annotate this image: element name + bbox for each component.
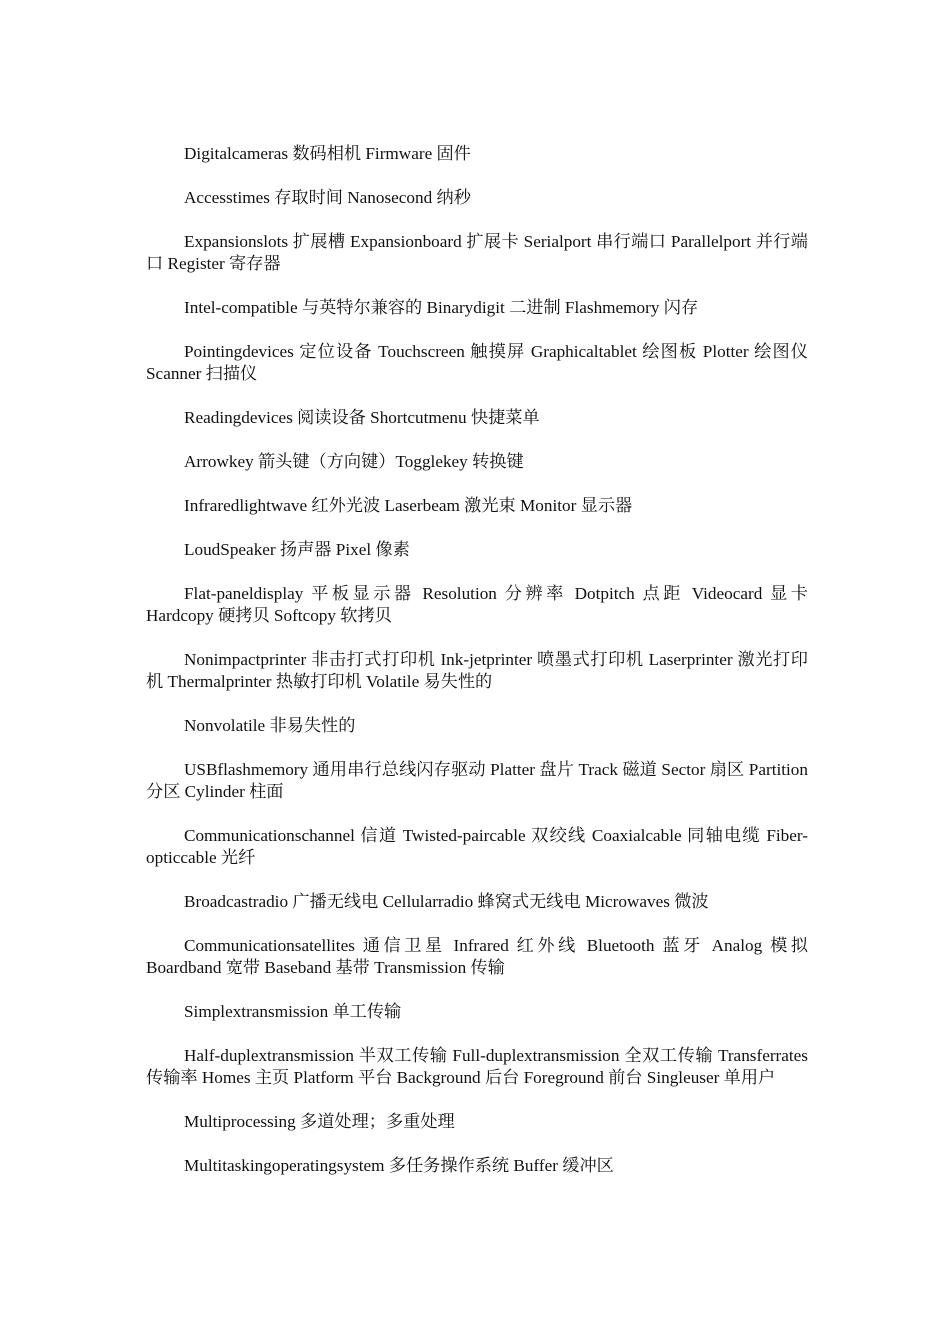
paragraph: Digitalcameras 数码相机 Firmware 固件 — [184, 144, 471, 163]
paragraph: Multitaskingoperatingsystem 多任务操作系统 Buffer 缓冲区 — [184, 1156, 614, 1175]
paragraph: Pointingdevices 定位设备 Touchscreen 触摸屏 Graphicaltablet 绘图板 Plotter 绘图仪 Scanner 扫描仪 — [146, 342, 808, 383]
paragraph: Intel-compatible 与英特尔兼容的 Binarydigit 二进制 Flashmemory 闪存 — [184, 298, 699, 317]
paragraph: Arrowkey 箭头键（方向键）Togglekey 转换键 — [184, 452, 524, 471]
paragraph: Communicationschannel 信道 Twisted-paircable 双绞线 Coaxialcable 同轴电缆 Fiber-opticcable 光纤 — [146, 826, 808, 867]
paragraph: Expansionslots 扩展槽 Expansionboard 扩展卡 Serialport 串行端口 Parallelport 并行端口 Register 寄存器 — [146, 232, 808, 273]
paragraph: USBflashmemory 通用串行总线闪存驱动 Platter 盘片 Track 磁道 Sector 扇区 Partition 分区 Cylinder 柱面 — [146, 760, 808, 801]
paragraph: Simplextransmission 单工传输 — [184, 1002, 402, 1021]
paragraph: LoudSpeaker 扬声器 Pixel 像素 — [184, 540, 410, 559]
paragraph: Infraredlightwave 红外光波 Laserbeam 激光束 Monitor 显示器 — [184, 496, 633, 515]
paragraph: Readingdevices 阅读设备 Shortcutmenu 快捷菜单 — [184, 408, 540, 427]
document-page — [146, 143, 808, 1199]
paragraph: Communicationsatellites 通信卫星 Infrared 红外线 Bluetooth 蓝牙 Analog 模拟 Boardband 宽带 Baseband 基带 Transmission 传输 — [146, 936, 808, 977]
paragraph: Flat-paneldisplay 平板显示器 Resolution 分辨率 Dotpitch 点距 Videocard 显卡 Hardcopy 硬拷贝 Softcopy 软拷贝 — [146, 584, 808, 625]
paragraph: Half-duplextransmission 半双工传输 Full-duplextransmission 全双工传输 Transferrates 传输率 Homes 主页 Platform 平台 Background 后台 Foreground 前台 Singleuser 单用户 — [146, 1046, 808, 1087]
paragraph: Nonimpactprinter 非击打式打印机 Ink-jetprinter 喷墨式打印机 Laserprinter 激光打印机 Thermalprinter 热敏打印机 Volatile 易失性的 — [146, 650, 808, 691]
paragraph: Accesstimes 存取时间 Nanosecond 纳秒 — [184, 188, 471, 207]
paragraph: Multiprocessing 多道处理；多重处理 — [184, 1112, 455, 1131]
paragraph: Broadcastradio 广播无线电 Cellularradio 蜂窝式无线电 Microwaves 微波 — [184, 892, 709, 911]
paragraph: Nonvolatile 非易失性的 — [184, 716, 356, 735]
